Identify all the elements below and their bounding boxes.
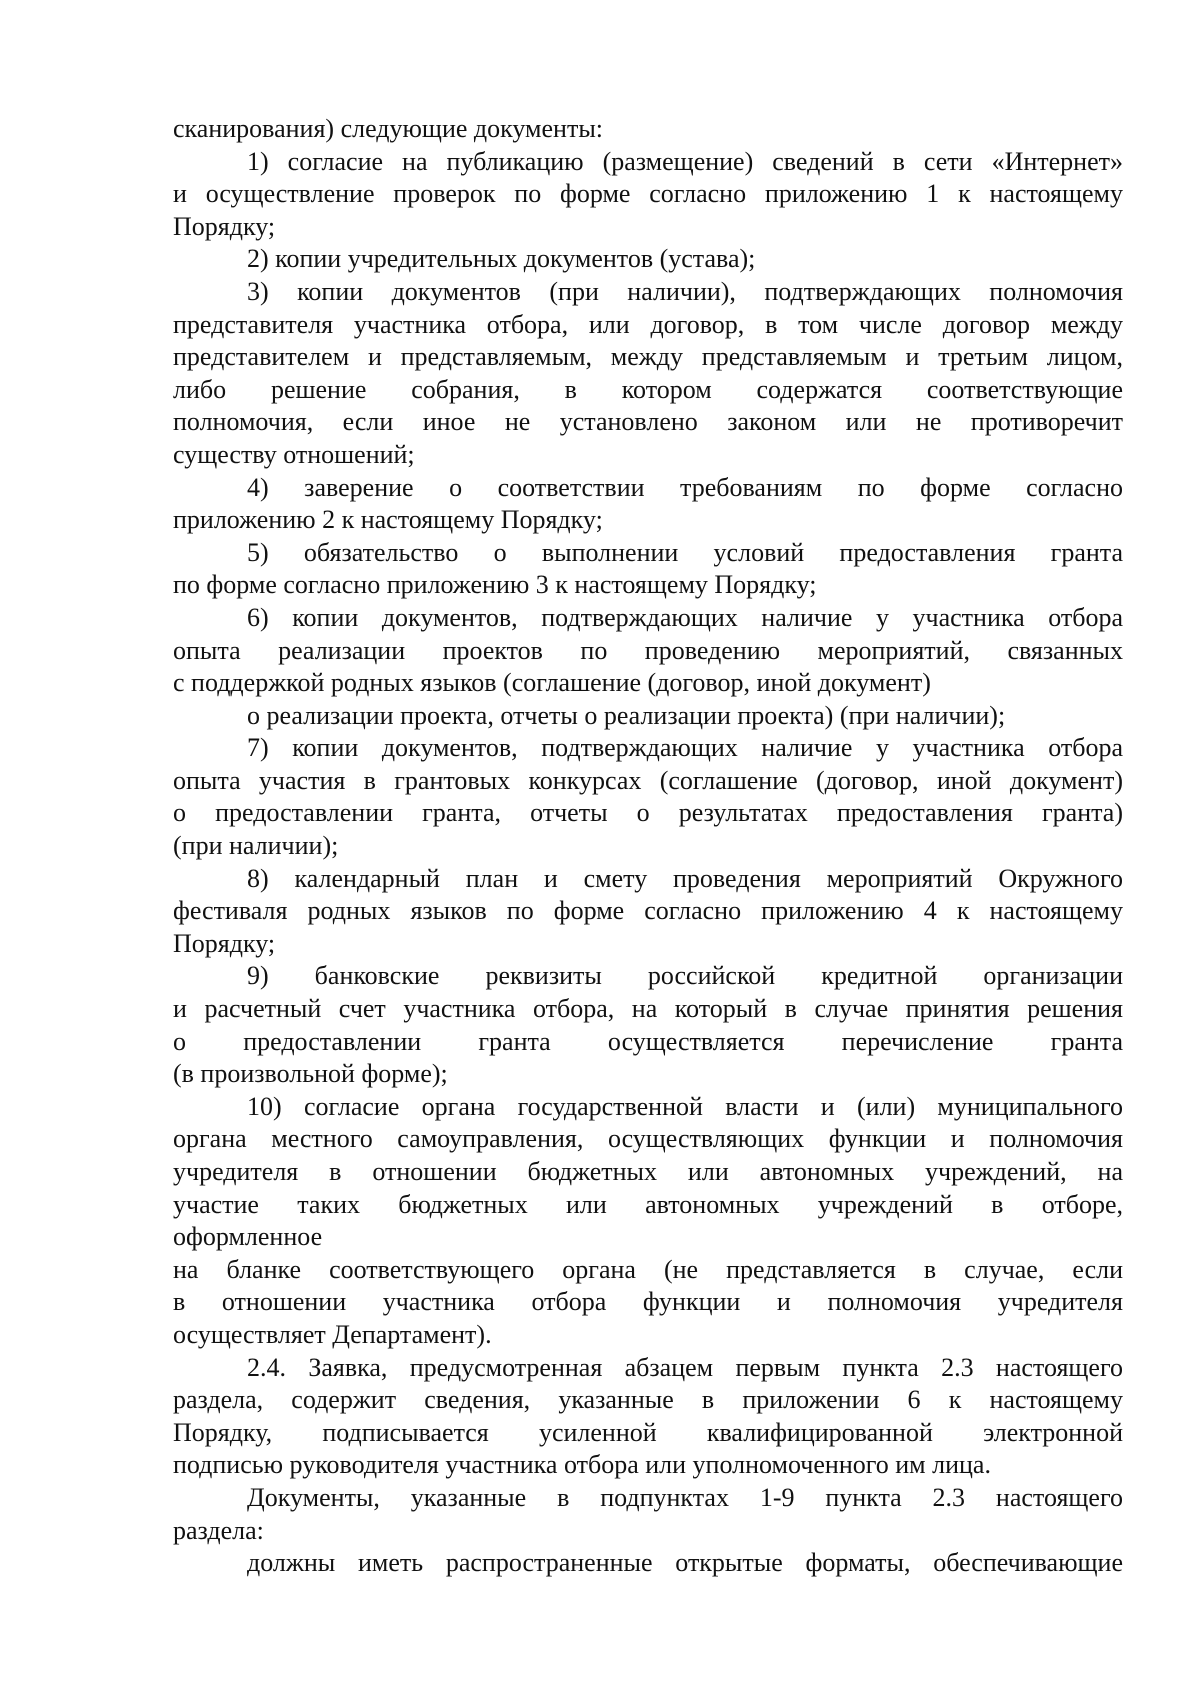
- text-line: приложению 2 к настоящему Порядку;: [173, 505, 603, 535]
- text-line: в отношении участника отбора функции и полномочия учредителя: [173, 1287, 1123, 1317]
- text-line: и осуществление проверок по форме согласно приложению 1 к настоящему: [173, 179, 1123, 209]
- text-line: 7) копии документов, подтверждающих наличие у участника отбора: [247, 733, 1123, 763]
- text-line: 4) заверение о соответствии требованиям по форме согласно: [247, 472, 1123, 502]
- text-line: представителем и представляемым, между представляемым и третьим лицом,: [173, 342, 1123, 372]
- text-line: подписью руководителя участника отбора или уполномоченного им лица.: [173, 1450, 991, 1480]
- text-line: 3) копии документов (при наличии), подтверждающих полномочия: [247, 276, 1123, 306]
- text-line: существу отношений;: [173, 439, 415, 469]
- text-line: 6) копии документов, подтверждающих наличие у участника отбора: [247, 602, 1123, 632]
- text-line: Порядку;: [173, 928, 276, 958]
- text-line: представителя участника отбора, или договор, в том числе договор между: [173, 309, 1123, 339]
- text-line: (в произвольной форме);: [173, 1059, 448, 1089]
- text-line: раздела:: [173, 1515, 264, 1545]
- text-line: осуществляет Департамент).: [173, 1319, 492, 1349]
- text-line: Порядку, подписывается усиленной квалифицированной электронной: [173, 1417, 1123, 1447]
- text-line: 5) обязательство о выполнении условий предоставления гранта: [247, 537, 1123, 567]
- text-line: органа местного самоуправления, осуществляющих функции и полномочия: [173, 1124, 1123, 1154]
- text-line: 9) банковские реквизиты российской кредитной организации: [247, 961, 1123, 991]
- text-line: либо решение собрания, в котором содержатся соответствующие: [173, 374, 1123, 404]
- text-line: о предоставлении гранта, отчеты о результатах предоставления гранта): [173, 798, 1123, 828]
- text-line: 2) копии учредительных документов (устава);: [247, 244, 756, 274]
- text-line: 10) согласие органа государственной власти и (или) муниципального: [247, 1091, 1123, 1121]
- text-line: учредителя в отношении бюджетных или автономных учреждений, на: [173, 1157, 1123, 1186]
- text-line: фестиваля родных языков по форме согласно приложению 4 к настоящему: [173, 896, 1123, 926]
- text-line: по форме согласно приложению 3 к настоящему Порядку;: [173, 570, 817, 600]
- text-line: должны иметь распространенные открытые форматы, обеспечивающие: [247, 1548, 1123, 1578]
- text-line: на бланке соответствующего органа (не представляется в случае, если: [173, 1254, 1123, 1284]
- text-line: раздела, содержит сведения, указанные в приложении 6 к настоящему: [173, 1385, 1123, 1415]
- text-line: Порядку;: [173, 211, 276, 241]
- text-line: сканирования) следующие документы:: [173, 114, 604, 143]
- text-line: с поддержкой родных языков (соглашение (договор, иной документ): [173, 668, 931, 698]
- text-line: о предоставлении гранта осуществляется перечисление гранта: [173, 1026, 1123, 1056]
- text-line: полномочия, если иное не установлено законом или не противоречит: [173, 407, 1123, 437]
- text-line: опыта реализации проектов по проведению мероприятий, связанных: [173, 635, 1123, 665]
- text-line: о реализации проекта, отчеты о реализации проекта) (при наличии);: [247, 700, 1006, 730]
- text-line: и расчетный счет участника отбора, на который в случае принятия решения: [173, 994, 1123, 1024]
- text-line: опыта участия в грантовых конкурсах (соглашение (договор, иной документ): [173, 765, 1123, 795]
- text-line: 1) согласие на публикацию (размещение) сведений в сети «Интернет»: [247, 146, 1123, 176]
- document-page: [173, 113, 1123, 1580]
- text-line: участие таких бюджетных или автономных учреждений в отборе,: [173, 1189, 1123, 1219]
- text-line: Документы, указанные в подпунктах 1-9 пункта 2.3 настоящего: [247, 1482, 1123, 1512]
- text-line: (при наличии);: [173, 831, 339, 861]
- text-line: 8) календарный план и смету проведения мероприятий Окружного: [247, 863, 1123, 893]
- text-line: оформленное: [173, 1222, 323, 1252]
- text-line: 2.4. Заявка, предусмотренная абзацем первым пункта 2.3 настоящего: [247, 1352, 1123, 1382]
